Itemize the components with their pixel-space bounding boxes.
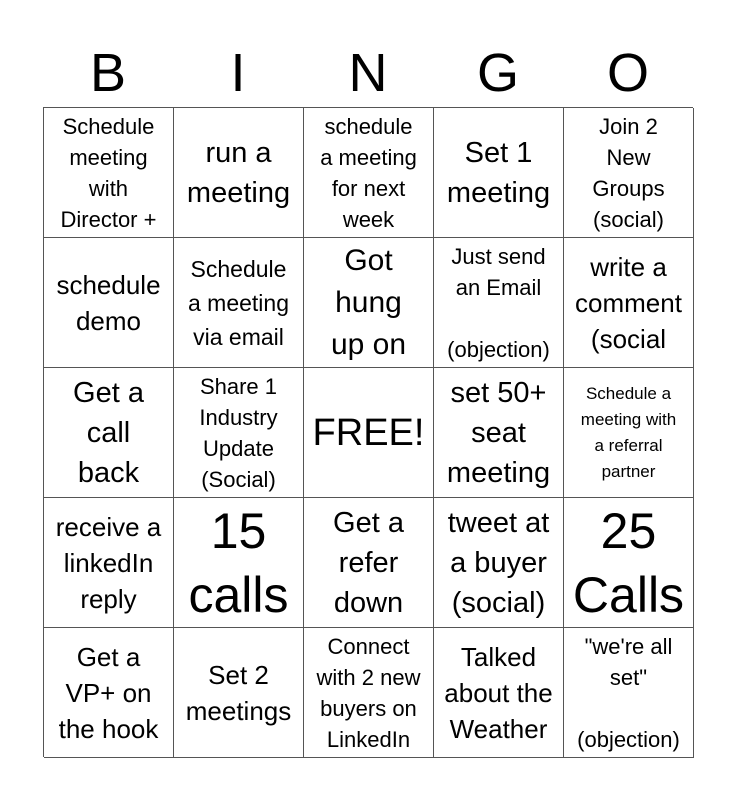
cell-text: Set 2 meetings (185, 659, 292, 726)
cell-text: Schedule a meeting via email (187, 255, 289, 350)
header-letter-n: N (348, 43, 388, 103)
bingo-cell[interactable] (44, 498, 174, 628)
bingo-cell[interactable] (564, 628, 694, 758)
bingo-cell[interactable] (564, 108, 694, 238)
bingo-cell[interactable] (44, 628, 174, 758)
cell-text: 15 calls (188, 502, 289, 623)
cell-text: Connect with 2 new buyers on LinkedIn (316, 633, 421, 752)
bingo-cell[interactable] (434, 108, 564, 238)
bingo-header (43, 40, 693, 106)
cell-text: Set 1 meeting (446, 136, 551, 209)
bingo-cell[interactable] (434, 498, 564, 628)
bingo-cell[interactable] (44, 238, 174, 368)
cell-text: 25 Calls (572, 502, 685, 623)
cell-text: Just send an Email (objection) (447, 243, 550, 362)
cell-text: receive a linkedIn reply (55, 511, 162, 614)
bingo-cell[interactable] (174, 108, 304, 238)
header-letter-b: B (89, 43, 127, 103)
cell-text: tweet at a buyer (social) (447, 506, 550, 619)
bingo-cell[interactable] (304, 238, 434, 368)
cell-text: Join 2 New Groups (social) (592, 113, 665, 232)
bingo-cell[interactable] (304, 628, 434, 758)
bingo-cell[interactable] (434, 628, 564, 758)
cell-text: schedule a meeting for next week (320, 113, 417, 232)
cell-text: Get a call back (73, 376, 144, 489)
cell-text: Schedule meeting with Director + (60, 113, 157, 232)
bingo-cell[interactable] (174, 368, 304, 498)
header-letter-i: I (230, 43, 246, 103)
bingo-grid (43, 107, 693, 757)
bingo-cell[interactable] (564, 238, 694, 368)
bingo-cell[interactable] (434, 368, 564, 498)
cell-text: Got hung up on (330, 243, 407, 361)
cell-text: write a comment (social (575, 251, 682, 354)
cell-text: Get a refer down (333, 506, 404, 619)
bingo-cell[interactable] (304, 498, 434, 628)
bingo-cell[interactable] (434, 238, 564, 368)
bingo-cell[interactable] (564, 498, 694, 628)
cell-text: schedule demo (56, 269, 161, 336)
bingo-cell[interactable] (304, 108, 434, 238)
cell-text: set 50+ seat meeting (446, 376, 551, 489)
cell-text: Schedule a meeting with a referral partner (580, 383, 677, 481)
bingo-cell[interactable] (564, 368, 694, 498)
header-letter-o: O (606, 43, 649, 103)
cell-text: "we're all set" (objection) (577, 633, 680, 752)
bingo-cell[interactable] (174, 628, 304, 758)
free-space-text: FREE! (312, 411, 425, 454)
bingo-cell[interactable] (44, 108, 174, 238)
bingo-cell[interactable] (174, 498, 304, 628)
bingo-cell[interactable] (44, 368, 174, 498)
free-space-cell[interactable] (304, 368, 434, 498)
cell-text: Talked about the Weather (444, 641, 553, 744)
header-letter-g: G (476, 43, 519, 103)
bingo-cell[interactable] (174, 238, 304, 368)
cell-text: run a meeting (186, 136, 291, 209)
cell-text: Get a VP+ on the hook (58, 641, 159, 744)
cell-text: Share 1 Industry Update (Social) (199, 373, 278, 492)
